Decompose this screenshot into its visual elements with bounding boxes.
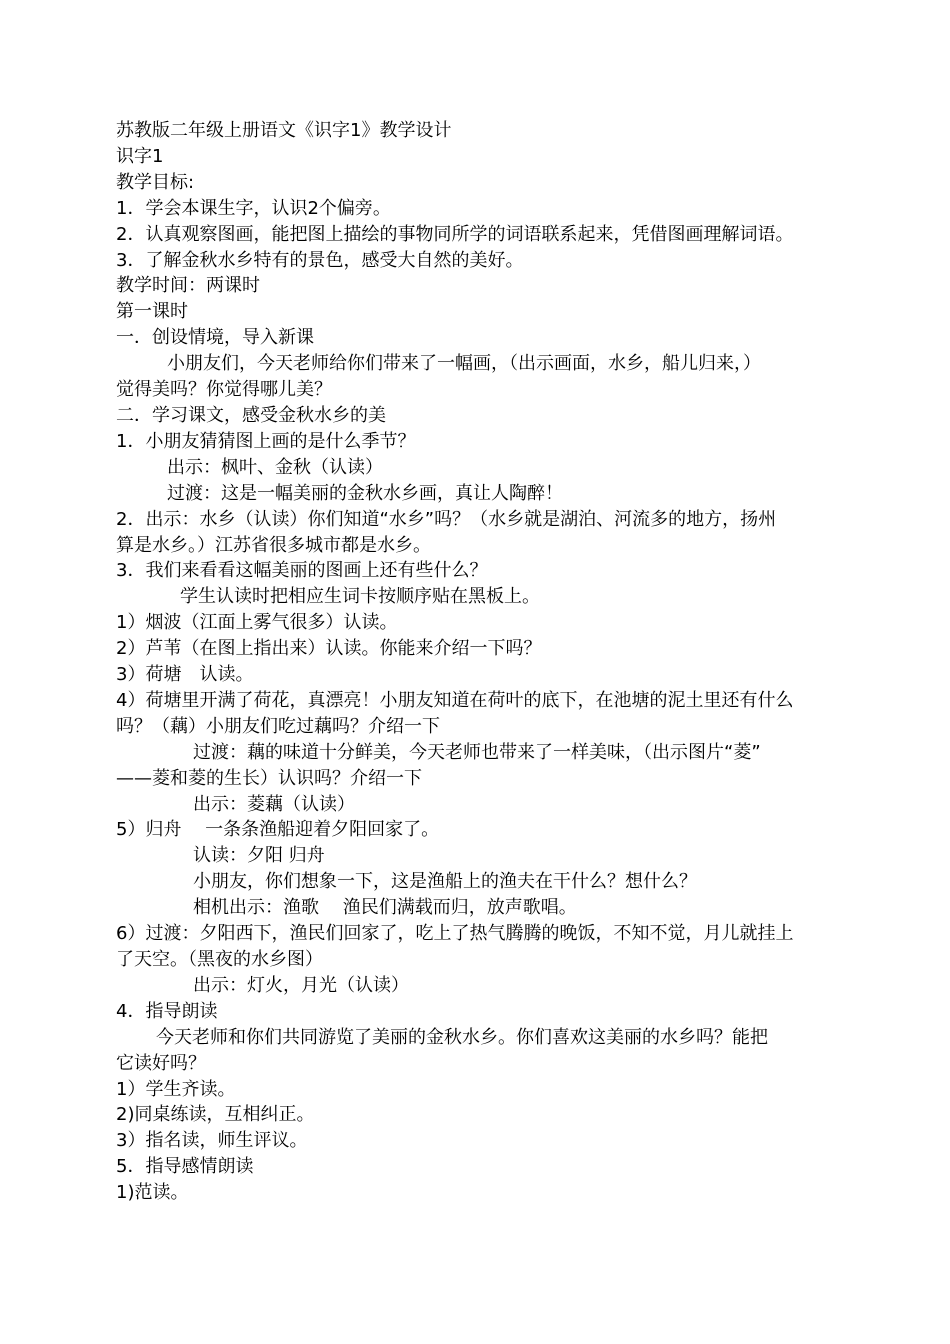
list-item: 2）芦苇（在图上指出来）认读。你能来介绍一下吗？ <box>116 638 542 660</box>
list-item: 1．小朋友猜猜图上画的是什么季节？ <box>116 430 416 452</box>
list-item: 5）归舟 一条条渔船迎着夕阳回家了。 <box>116 819 440 841</box>
paragraph-line: 觉得美吗？你觉得哪儿美？ <box>116 379 332 401</box>
paragraph-line: 出示：菱藕（认读） <box>193 793 355 815</box>
list-item: 3．我们来看看这幅美丽的图画上还有些什么？ <box>116 560 488 582</box>
paragraph-line: 了天空。（黑夜的水乡图） <box>116 949 323 970</box>
paragraph-line: 它读好吗？ <box>116 1052 206 1074</box>
paragraph-line: 出示：灯火，月光（认读） <box>193 974 409 996</box>
paragraph-line: 小朋友们，今天老师给你们带来了一幅画，（出示画面，水乡，船儿归来，） <box>167 353 761 375</box>
goal-item: 3．了解金秋水乡特有的景色，感受大自然的美好。 <box>116 249 524 271</box>
list-item: 1）学生齐读。 <box>116 1078 236 1100</box>
list-item: 6）过渡：夕阳西下，渔民们回家了，吃上了热气腾腾的晚饭，不知不觉，月儿就挂上 <box>116 923 794 945</box>
paragraph-line: 出示：枫叶、金秋（认读） <box>167 456 383 478</box>
section-heading-goals: 教学目标: <box>116 171 195 193</box>
step-heading: 二．学习课文，感受金秋水乡的美 <box>116 404 386 426</box>
teaching-time: 教学时间：两课时 <box>116 275 260 297</box>
list-item: 3）荷塘 认读。 <box>116 664 254 686</box>
list-item: 2．出示：水乡（认读）你们知道“水乡”吗？（水乡就是湖泊、河流多的地方，扬州 <box>116 508 777 530</box>
lesson-heading: 识字1 <box>116 145 164 167</box>
list-item: 4．指导朗读 <box>116 1000 218 1022</box>
list-item: 3）指名读，师生评议。 <box>116 1130 308 1152</box>
goal-item: 2．认真观察图画，能把图上描绘的事物同所学的词语联系起来，凭借图画理解词语。 <box>116 223 794 245</box>
paragraph-line: 过渡：这是一幅美丽的金秋水乡画，真让人陶醉！ <box>167 482 563 504</box>
paragraph-line: 认读：夕阳 归舟 <box>193 845 325 867</box>
paragraph-line: 算是水乡。）江苏省很多城市都是水乡。 <box>116 534 431 556</box>
paragraph-line: 相机出示：渔歌 渔民们满载而归，放声歌唱。 <box>193 897 577 919</box>
paragraph-line: 今天老师和你们共同游览了美丽的金秋水乡。你们喜欢这美丽的水乡吗？能把 <box>156 1026 768 1048</box>
goal-item: 1．学会本课生字，认识2个偏旁。 <box>116 197 391 219</box>
paragraph-line: 过渡：藕的味道十分鲜美，今天老师也带来了一样美味，（出示图片“菱” <box>193 741 761 763</box>
list-item: 5．指导感情朗读 <box>116 1156 254 1178</box>
paragraph-line: 吗？（藕）小朋友们吃过藕吗？介绍一下 <box>116 715 440 737</box>
document-title: 苏教版二年级上册语文《识字1》教学设计 <box>116 120 452 141</box>
step-heading: 一．创设情境，导入新课 <box>116 327 314 349</box>
period-heading: 第一课时 <box>116 301 188 323</box>
paragraph-line: 学生认读时把相应生词卡按顺序贴在黑板上。 <box>180 586 540 608</box>
paragraph-line: ——菱和菱的生长）认识吗？介绍一下 <box>116 767 422 789</box>
list-item: 2)同桌练读，互相纠正。 <box>116 1104 315 1126</box>
list-item: 1）烟波（江面上雾气很多）认读。 <box>116 612 398 634</box>
list-item: 4）荷塘里开满了荷花，真漂亮！小朋友知道在荷叶的底下，在池塘的泥土里还有什么 <box>116 689 794 711</box>
list-item: 1)范读。 <box>116 1182 189 1204</box>
paragraph-line: 小朋友，你们想象一下，这是渔船上的渔夫在干什么？想什么？ <box>193 871 697 893</box>
document-page <box>116 118 840 1206</box>
